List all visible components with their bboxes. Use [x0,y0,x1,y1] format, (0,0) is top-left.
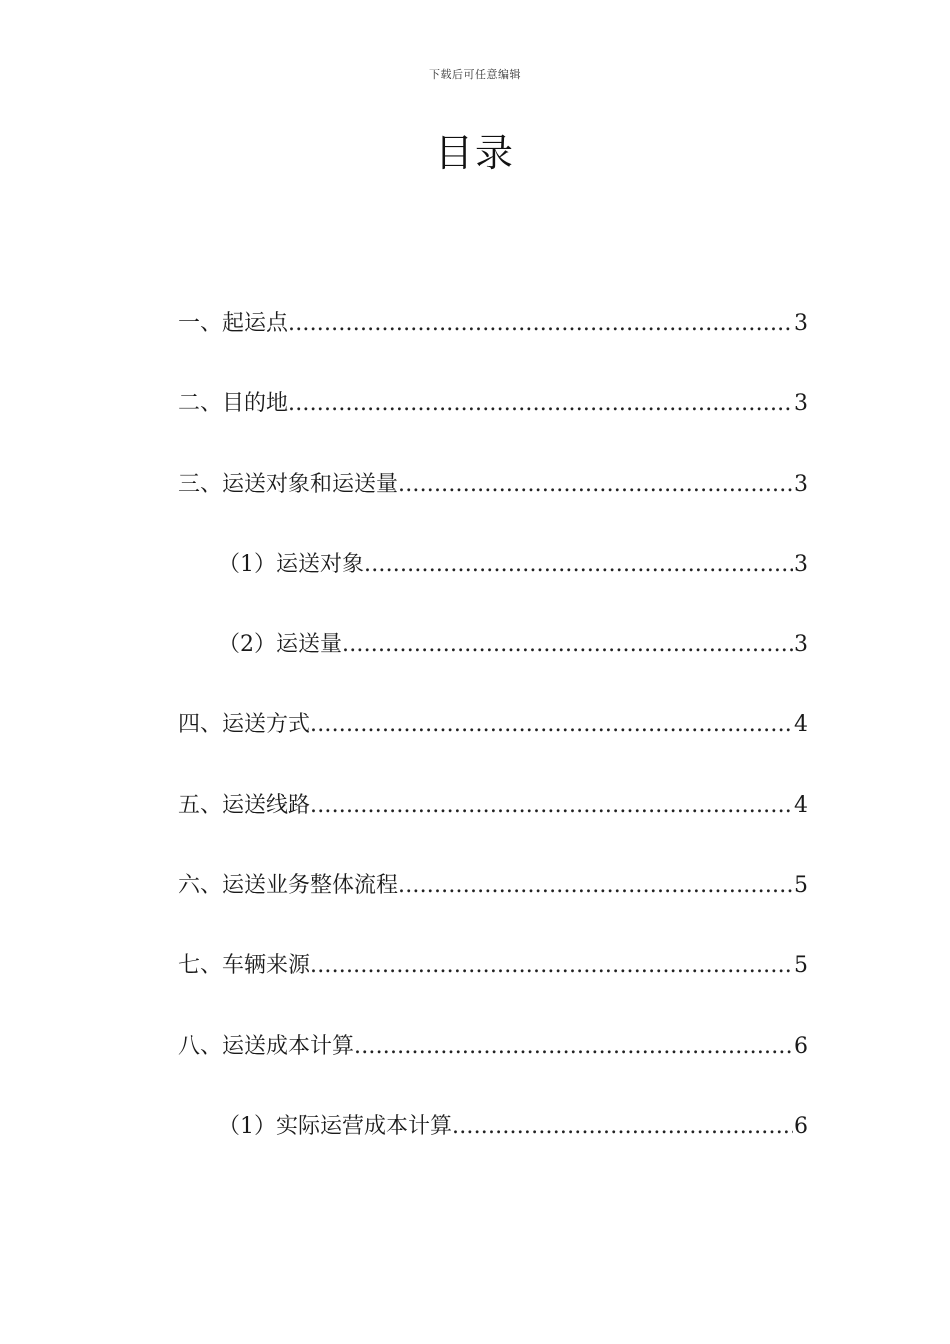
toc-dot-leader [310,946,793,986]
toc-subentry-yunsong-liang[interactable] [178,625,808,705]
page-header-note: 下载后可任意编辑 [429,68,521,81]
toc-dot-leader [342,625,793,665]
toc-page-number: 5 [794,953,808,979]
toc-dot-leader [398,465,793,505]
toc-page-number: 6 [794,1033,808,1059]
toc-page-number: 3 [794,391,808,417]
toc-entry-label: 五、运送线路 [178,792,311,818]
toc-page-number: 3 [794,632,808,658]
toc-page-number: 6 [794,1113,808,1139]
toc-entry-label: 三、运送对象和运送量 [178,471,399,497]
toc-dot-leader [310,786,793,826]
table-of-contents [178,304,808,1187]
toc-entry-yunsong-xianlu[interactable] [178,786,808,866]
toc-page-number: 3 [794,551,808,577]
toc-page-number: 3 [794,311,808,336]
toc-page-number: 4 [794,792,808,818]
toc-entry-label: 六、运送业务整体流程 [178,873,399,899]
toc-dot-leader [288,384,793,424]
toc-entry-yunsong-duixiang-liang[interactable] [178,465,808,545]
toc-entry-cheliang-laiyuan[interactable] [178,946,808,1026]
document-title: 目录 [434,131,515,175]
toc-entry-chengben-jisuan[interactable] [178,1027,808,1107]
toc-dot-leader [310,705,793,745]
toc-page-number: 3 [794,471,808,497]
toc-entry-label: （2）运送量 [218,632,342,658]
toc-entry-label: （1）实际运营成本计算 [218,1113,452,1139]
toc-entry-yewu-liucheng[interactable] [178,866,808,946]
toc-entry-label: 八、运送成本计算 [178,1033,355,1059]
toc-dot-leader [398,866,793,906]
toc-dot-leader [452,1107,793,1147]
toc-entry-label: 二、目的地 [178,391,289,417]
toc-entry-mudidi[interactable] [178,384,808,464]
toc-entry-label: 一、起运点 [178,311,289,336]
toc-dot-leader [364,545,793,585]
toc-subentry-yunsong-duixiang[interactable] [178,545,808,625]
toc-page-number: 5 [794,873,808,899]
toc-entry-yunsong-fangshi[interactable] [178,705,808,785]
toc-dot-leader [354,1027,793,1067]
toc-subentry-yunying-chengben[interactable] [178,1107,808,1187]
toc-entry-label: （1）运送对象 [218,551,364,577]
toc-entry-label: 七、车辆来源 [178,953,311,979]
toc-page-number: 4 [794,712,808,738]
toc-entry-qiyundian[interactable] [178,304,808,384]
toc-dot-leader [288,304,793,344]
toc-entry-label: 四、运送方式 [178,712,311,738]
